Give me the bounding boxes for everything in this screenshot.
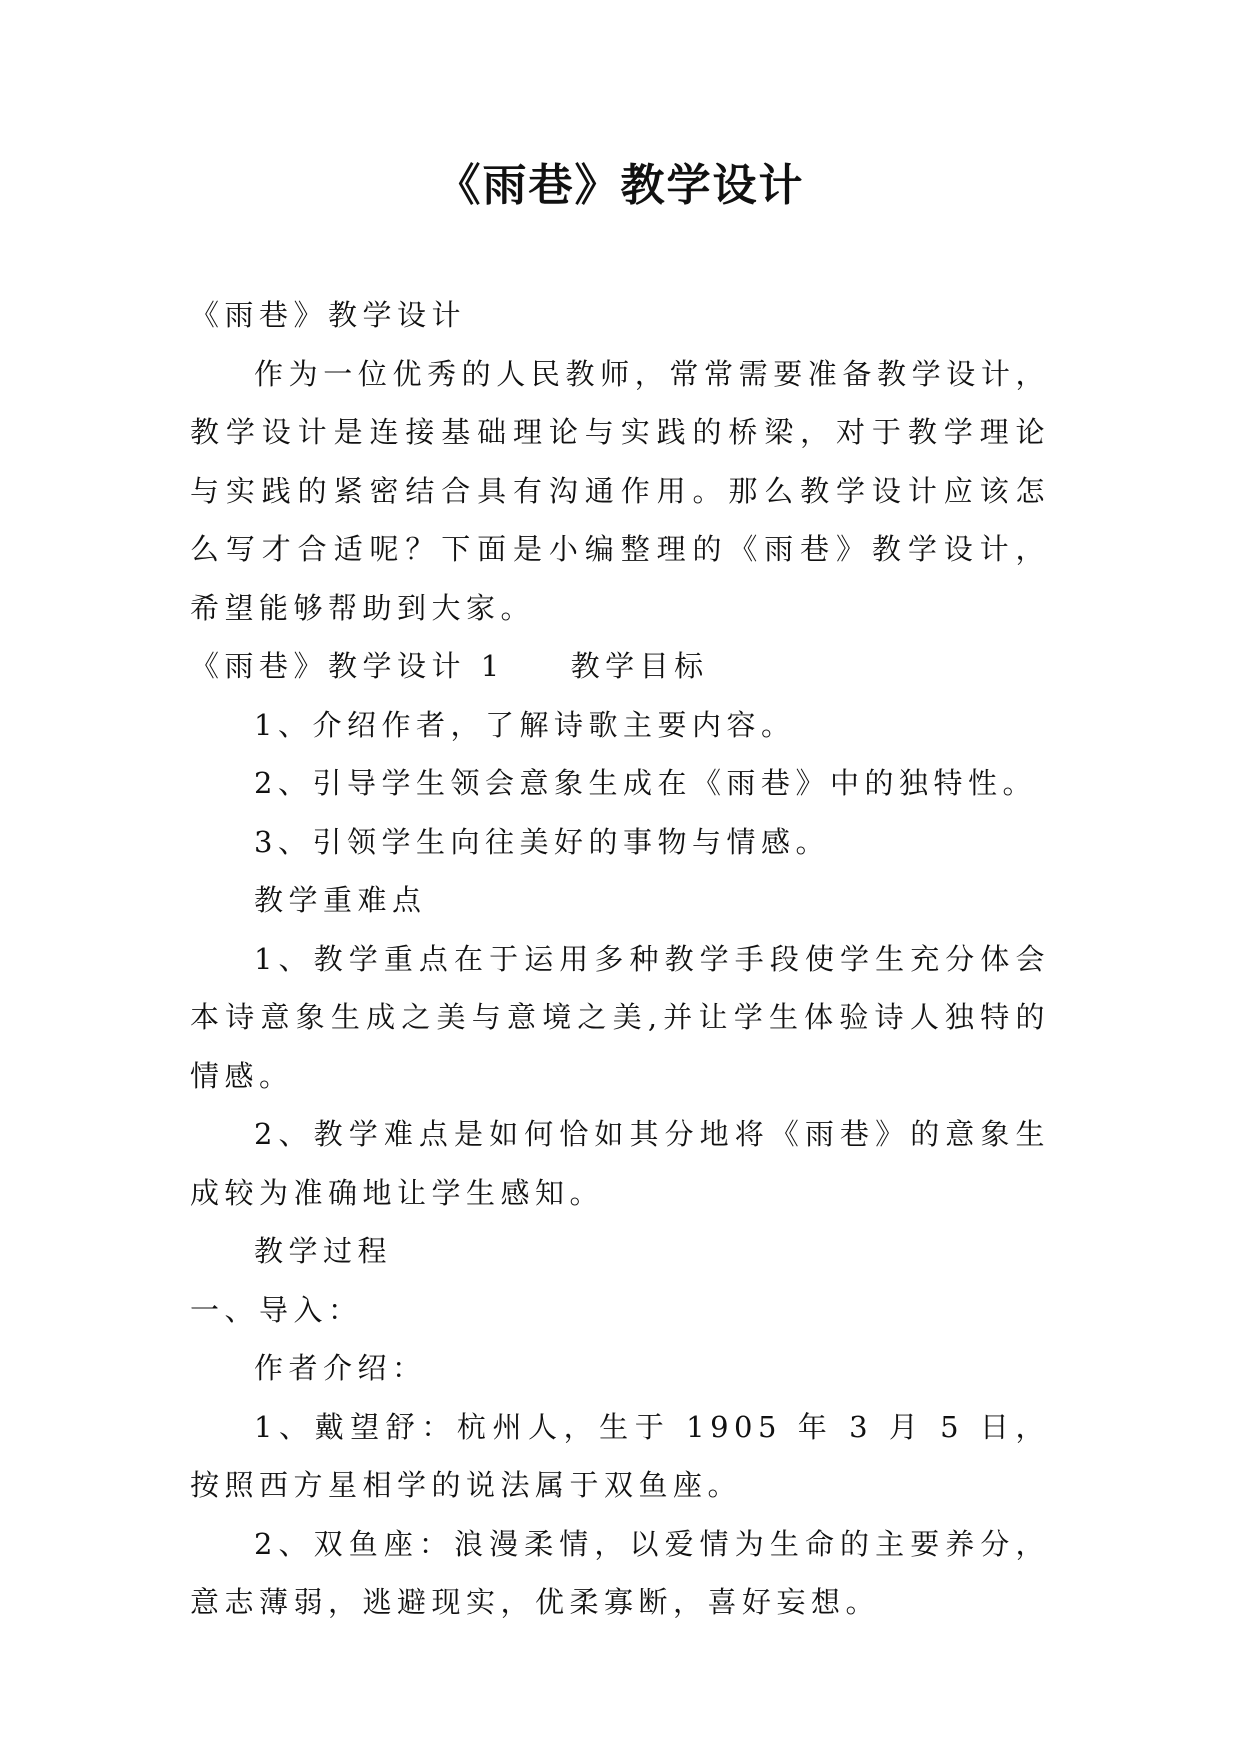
- author-intro-heading: 作者介绍：: [254, 1351, 427, 1385]
- paragraph-heading: 《雨巷》教学设计: [190, 298, 467, 332]
- key-points-heading: 教学重难点: [254, 883, 427, 917]
- goal-1: 1、介绍作者，了解诗歌主要内容。: [254, 707, 796, 742]
- paragraph-intro: 作为一位优秀的人民教师，常常需要准备教学设计，教学设计是连接基础理论与实践的桥梁，对于教学理论与实践的紧密结合具有沟通作用。那么教学设计应该怎么写才合适呢？下面是小编整理的《雨巷》教学设计，希望能够帮助到大家。: [190, 356, 1050, 625]
- intro-section-heading: 一、导入：: [190, 1292, 363, 1327]
- goal-3: 3、引领学生向往美好的事物与情感。: [254, 824, 830, 859]
- key-point-2: 2、教学难点是如何恰如其分地将《雨巷》的意象生成较为准确地让学生感知。: [190, 1117, 1050, 1210]
- process-heading: 教学过程: [254, 1234, 393, 1268]
- author-item-2: 2、双鱼座：浪漫柔情，以爱情为生命的主要养分，意志薄弱，逃避现实，优柔寡断，喜好妄想。: [190, 1526, 1050, 1619]
- section-1-title: 《雨巷》教学设计 1: [190, 649, 505, 683]
- teaching-goals-label: 教学目标: [570, 649, 709, 683]
- document-body: [190, 286, 1050, 1632]
- paragraph-section-1: [190, 637, 1050, 696]
- goal-2: 2、引导学生领会意象生成在《雨巷》中的独特性。: [254, 766, 1037, 800]
- key-point-1: 1、教学重点在于运用多种教学手段使学生充分体会本诗意象生成之美与意境之美,并让学生体验诗人独特的情感。: [190, 941, 1050, 1093]
- author-item-1: 1、戴望舒：杭州人，生于 1905 年 3 月 5 日，按照西方星相学的说法属于双鱼座。: [190, 1409, 1050, 1502]
- document-title: 《雨巷》教学设计: [436, 160, 805, 211]
